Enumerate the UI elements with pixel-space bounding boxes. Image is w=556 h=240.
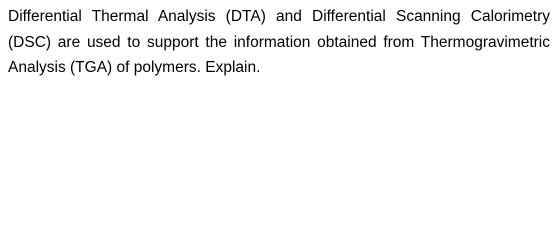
question-line-3: Analysis (TGA) of polymers. Explain. (8, 59, 261, 76)
question-text (8, 4, 550, 81)
question-line-2: (DSC) are used to support the information obtained from Thermogravimetric (8, 33, 550, 51)
question-line-1: Differential Thermal Analysis (DTA) and Differential Scanning Calorimetry (8, 8, 550, 25)
